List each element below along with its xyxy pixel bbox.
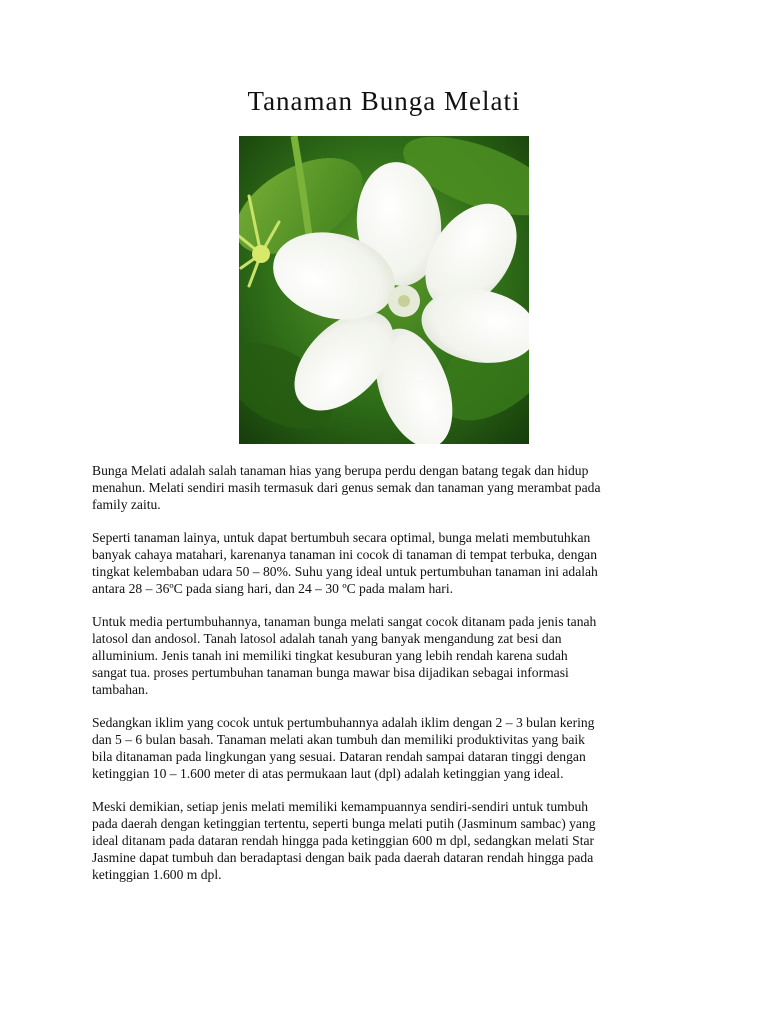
- text-line: alluminium. Jenis tanah ini memiliki tingkat kesuburan yang lebih rendah karena sudah: [92, 648, 568, 663]
- jasmine-flower-illustration: [239, 136, 529, 444]
- paragraph-5: [92, 798, 692, 883]
- text-line: Untuk media pertumbuhannya, tanaman bunga melati sangat cocok ditanam pada jenis tanah: [92, 614, 597, 629]
- text-line: family zaitu.: [92, 497, 161, 512]
- paragraph-4: [92, 714, 692, 782]
- jasmine-flower-image: [239, 136, 529, 444]
- text-line: Seperti tanaman lainya, untuk dapat bertumbuh secara optimal, bunga melati membutuhkan: [92, 530, 591, 545]
- article-body: [92, 462, 692, 899]
- paragraph-1: [92, 462, 692, 513]
- text-line: Bunga Melati adalah salah tanaman hias yang berupa perdu dengan batang tegak dan hidup: [92, 463, 589, 478]
- text-line: Sedangkan iklim yang cocok untuk pertumbuhannya adalah iklim dengan 2 – 3 bulan kering: [92, 715, 595, 730]
- text-line: pada daerah dengan ketinggian tertentu, seperti bunga melati putih (Jasminum sambac) yang: [92, 816, 596, 831]
- text-line: menahun. Melati sendiri masih termasuk dari genus semak dan tanaman yang merambat pada: [92, 480, 601, 495]
- text-line: Meski demikian, setiap jenis melati memiliki kemampuannya sendiri-sendiri untuk tumbuh: [92, 799, 589, 814]
- paragraph-3: [92, 613, 692, 698]
- text-line: ketinggian 1.600 m dpl.: [92, 867, 222, 882]
- paragraph-2: [92, 529, 692, 597]
- text-line: dan 5 – 6 bulan basah. Tanaman melati akan tumbuh dan memiliki produktivitas yang baik: [92, 732, 585, 747]
- text-line: Jasmine dapat tumbuh dan beradaptasi dengan baik pada daerah dataran rendah hingga pada: [92, 850, 594, 865]
- text-line: ketinggian 10 – 1.600 meter di atas permukaan laut (dpl) adalah ketinggian yang ideal.: [92, 766, 564, 781]
- text-line: tingkat kelembaban udara 50 – 80%. Suhu yang ideal untuk pertumbuhan tanaman ini adalah: [92, 564, 598, 579]
- text-line: tambahan.: [92, 682, 149, 697]
- page-title: Tanaman Bunga Melati: [247, 86, 521, 116]
- text-line: banyak cahaya matahari, karenanya tanaman ini cocok di tanaman di tempat terbuka, dengan: [92, 547, 598, 562]
- text-line: latosol dan andosol. Tanah latosol adalah tanah yang banyak mengandung zat besi dan: [92, 631, 562, 646]
- text-line: ideal ditanam pada dataran rendah hingga pada ketinggian 600 m dpl, sedangkan melati Star: [92, 833, 595, 848]
- text-line: sangat tua. proses pertumbuhan tanaman bunga mawar bisa dijadikan sebagai informasi: [92, 665, 569, 680]
- text-line: antara 28 – 36ºC pada siang hari, dan 24 – 30 ºC pada malam hari.: [92, 581, 454, 596]
- text-line: bila ditanaman pada lingkungan yang sesuai. Dataran rendah sampai dataran tinggi dengan: [92, 749, 586, 764]
